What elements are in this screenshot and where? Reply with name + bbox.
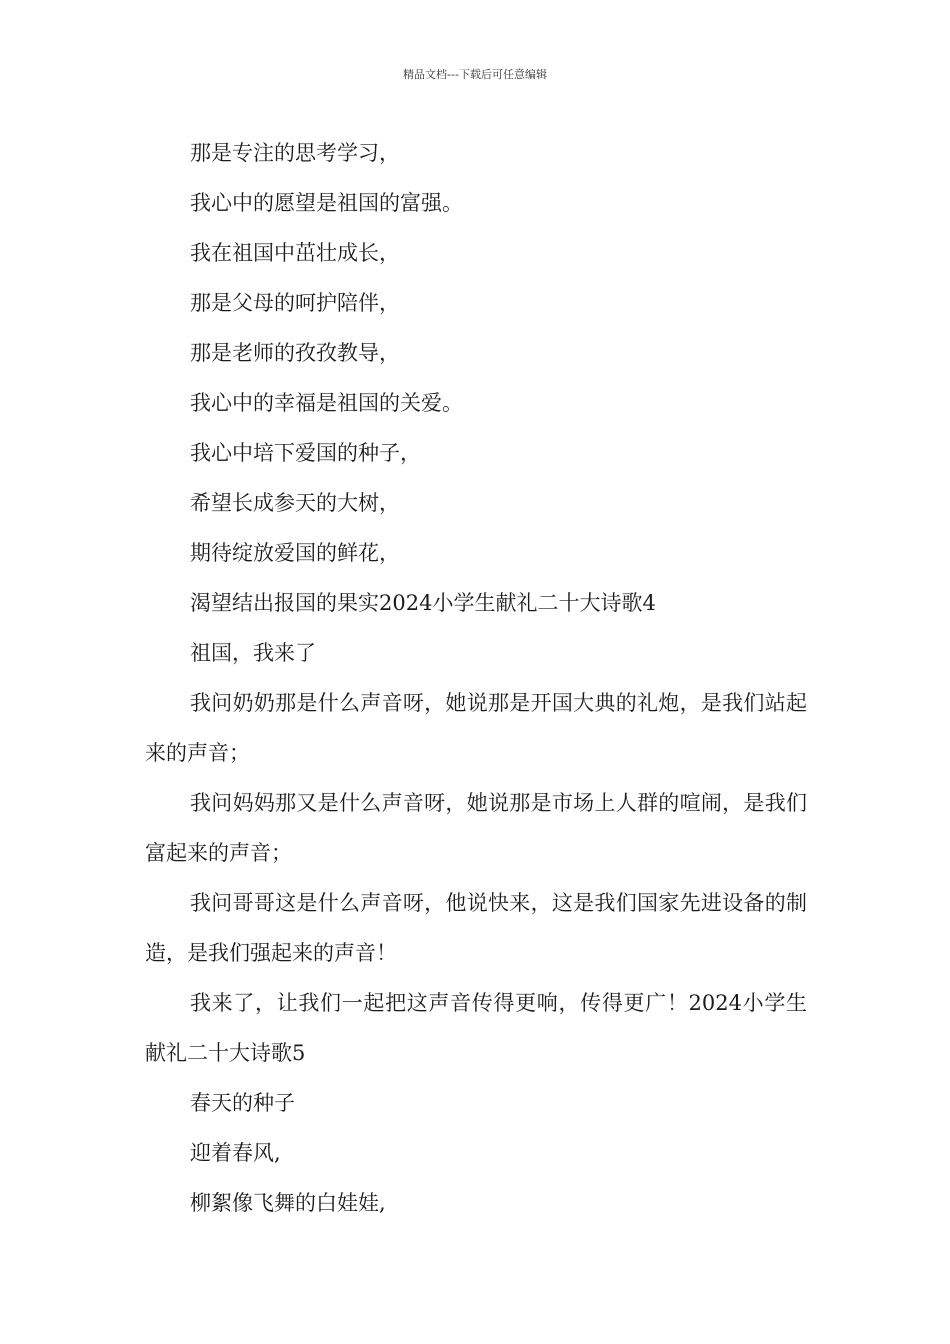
poem-title: 春天的种子 [190,1091,295,1115]
poem-line: 那是老师的孜孜教导， [190,341,400,365]
poem-line: 期待绽放爱国的鲜花， [190,541,400,565]
poem-line: 那是父母的呵护陪伴， [190,291,400,315]
document-body [145,128,807,1228]
poem-line: 我心中培下爱国的种子， [190,441,421,465]
poem-paragraph: 我问哥哥这是什么声音呀，他说快来，这是我们国家先进设备的制造，是我们强起来的声音！ [145,891,807,965]
poem-line: 我心中的愿望是祖国的富强。 [190,191,463,215]
poem-line: 我在祖国中茁壮成长， [190,241,400,265]
poem-paragraph-with-heading: 我来了，让我们一起把这声音传得更响，传得更广！2024小学生献礼二十大诗歌5 [145,991,807,1065]
poem-line: 迎着春风, [190,1141,281,1165]
poem-line: 柳絮像飞舞的白娃娃, [190,1191,386,1215]
page-header: 精品文档---下载后可任意编辑 [403,68,547,81]
poem-line: 那是专注的思考学习， [190,141,400,165]
poem-title: 祖国，我来了 [190,641,316,665]
poem-paragraph: 我问奶奶那是什么声音呀，她说那是开国大典的礼炮，是我们站起来的声音； [145,691,807,765]
poem-paragraph: 我问妈妈那又是什么声音呀，她说那是市场上人群的喧闹，是我们富起来的声音； [145,791,807,865]
poem-line: 我心中的幸福是祖国的关爱。 [190,391,463,415]
poem-line-with-heading: 渴望结出报国的果实2024小学生献礼二十大诗歌4 [190,591,656,615]
poem-line: 希望长成参天的大树， [190,491,400,515]
